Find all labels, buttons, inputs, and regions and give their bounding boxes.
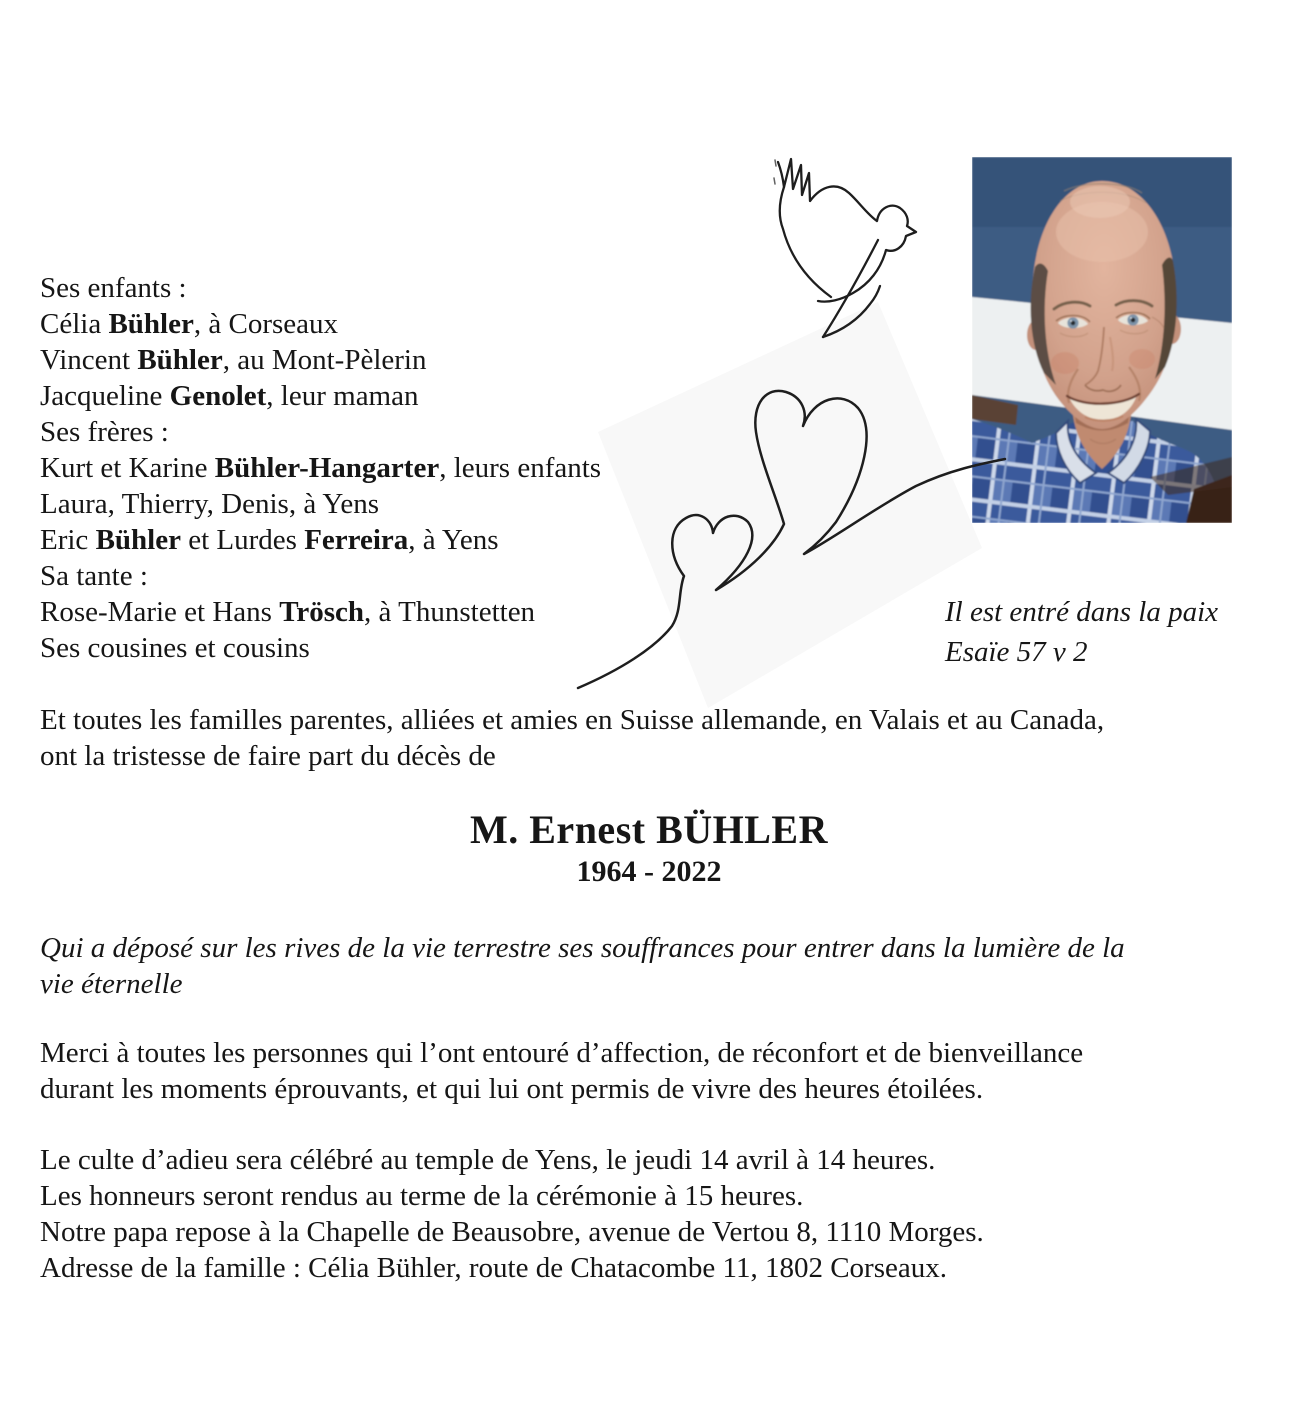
- family-list: [40, 270, 601, 666]
- text-line: Ses cousines et cousins: [40, 632, 310, 664]
- scripture-reference: Esaïe 57 v 2: [945, 636, 1088, 668]
- text-line: Vincent Bühler, au Mont-Pèlerin: [40, 344, 427, 376]
- hearts-paper-tint: [560, 140, 1010, 710]
- text-line: Ses enfants :: [40, 272, 187, 304]
- text-line: Les honneurs seront rendus au terme de la cérémonie à 15 heures.: [40, 1180, 804, 1212]
- scripture-quote: [945, 592, 1218, 672]
- intro-paragraph: [40, 702, 1104, 774]
- ceremony-details: [40, 1142, 984, 1286]
- thanks-paragraph: [40, 1035, 1083, 1107]
- deceased-title-block: [0, 806, 1298, 890]
- text-line: Célia Bühler, à Corseaux: [40, 308, 339, 340]
- deceased-years: 1964 - 2022: [576, 855, 722, 888]
- text-line: ont la tristesse de faire part du décès de: [40, 740, 496, 772]
- epitaph-paragraph: [40, 930, 1125, 1002]
- portrait-photo-image: [972, 157, 1232, 523]
- text-line: Et toutes les familles parentes, alliées et amies en Suisse allemande, en Valais et au Canada,: [40, 704, 1105, 736]
- text-line: Kurt et Karine Bühler-Hangarter, leurs enfants: [40, 452, 602, 484]
- text-line: Ses frères :: [40, 416, 169, 448]
- text-line: Rose-Marie et Hans Trösch, à Thunstetten: [40, 596, 536, 628]
- text-line: Notre papa repose à la Chapelle de Beausobre, avenue de Vertou 8, 1110 Morges.: [40, 1216, 984, 1248]
- text-line: Le culte d’adieu sera célébré au temple de Yens, le jeudi 14 avril à 14 heures.: [40, 1144, 936, 1176]
- scripture-line: Il est entré dans la paix: [945, 596, 1219, 628]
- text-line: Laura, Thierry, Denis, à Yens: [40, 488, 380, 520]
- text-line: Merci à toutes les personnes qui l’ont entouré d’affection, de réconfort et de bienveillance: [40, 1037, 1084, 1069]
- text-line: Sa tante :: [40, 560, 148, 592]
- deceased-name: M. Ernest BÜHLER: [470, 807, 828, 852]
- text-line: Eric Bühler et Lurdes Ferreira, à Yens: [40, 524, 499, 556]
- text-line: Adresse de la famille : Célia Bühler, route de Chatacombe 11, 1802 Corseaux.: [40, 1252, 947, 1284]
- text-line: vie éternelle: [40, 968, 183, 1000]
- text-line: durant les moments éprouvants, et qui lui ont permis de vivre des heures étoilées.: [40, 1073, 984, 1105]
- text-line: Qui a déposé sur les rives de la vie terrestre ses souffrances pour entrer dans la lumière de la: [40, 932, 1125, 964]
- text-line: Jacqueline Genolet, leur maman: [40, 380, 419, 412]
- portrait-photo: [972, 157, 1232, 523]
